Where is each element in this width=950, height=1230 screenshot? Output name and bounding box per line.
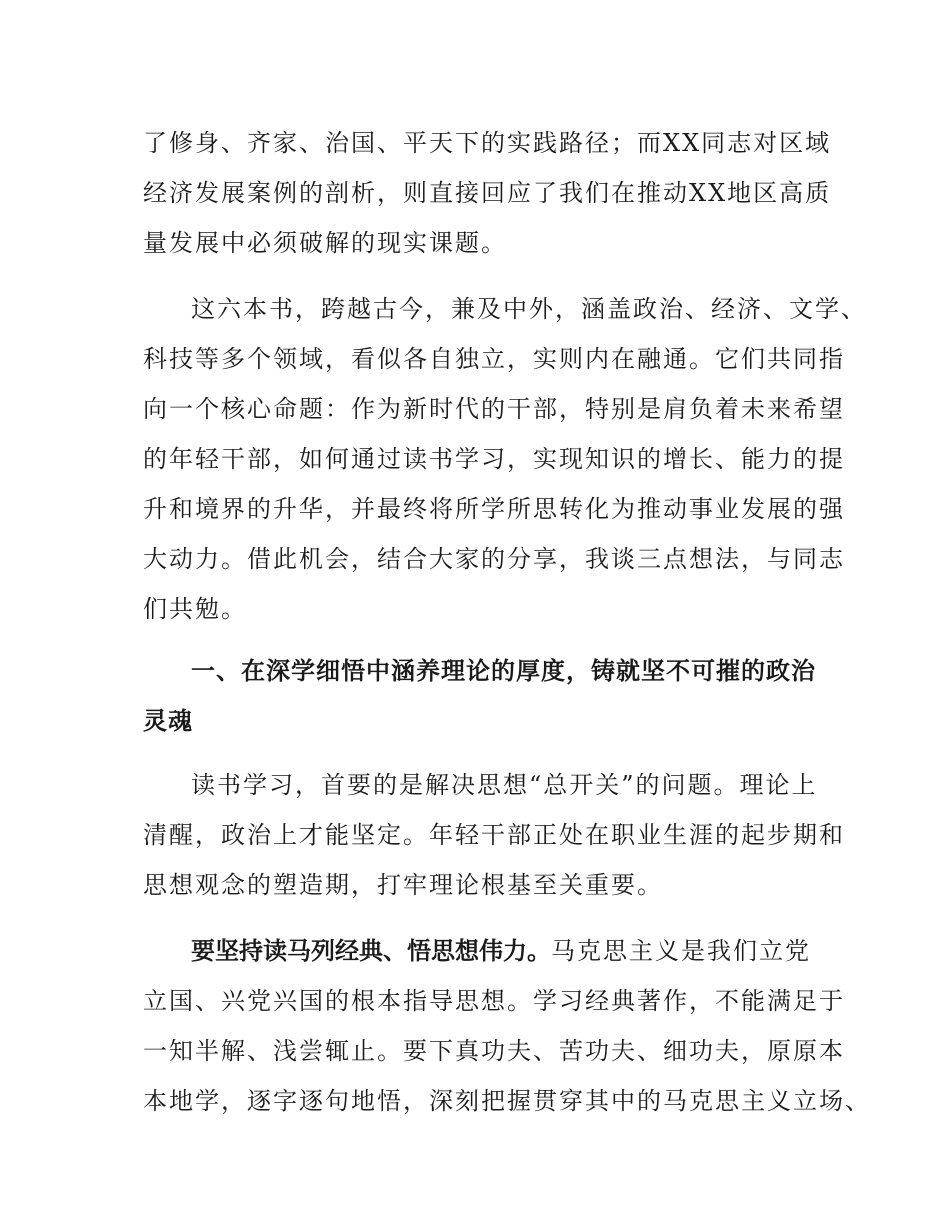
text-line: 经济发展案例的剖析，则直接回应了我们在推动XX地区高质	[143, 179, 832, 207]
paragraph-theory	[143, 760, 845, 910]
text-line	[143, 926, 833, 976]
text-line: 本地学，逐字逐句地悟，深刻把握贯穿其中的马克思主义立场、	[143, 1087, 871, 1115]
text-line: 了修身、齐家、治国、平天下的实践路径；而XX同志对区域	[143, 129, 832, 157]
paragraph-continuation	[143, 118, 833, 268]
text-line: 量发展中必须破解的现实课题。	[143, 229, 507, 257]
text-line: 科技等多个领域，看似各自独立，实则内在融通。它们共同指	[143, 345, 845, 373]
text-line: 立国、兴党兴国的根本指导思想。学习经典著作，不能满足于	[143, 987, 845, 1015]
text-line: 的年轻干部，如何通过读书学习，实现知识的增长、能力的提	[143, 445, 845, 473]
text-line: 们共勉。	[143, 595, 247, 623]
paragraph-marxist-classics	[143, 926, 871, 1126]
text-line: 思想观念的塑造期，打牢理论根基至关重要。	[143, 871, 663, 899]
text-run: 马克思主义是我们立党	[551, 937, 811, 965]
paragraph-six-books	[143, 284, 867, 634]
heading-line: 一、在深学细悟中涵养理论的厚度，铸就坚不可摧的政治	[191, 657, 816, 685]
text-line: 清醒，政治上才能坚定。年轻干部正处在职业生涯的起步期和	[143, 821, 845, 849]
text-line: 读书学习，首要的是解决思想“总开关”的问题。理论上	[191, 771, 818, 799]
text-line: 大动力。借此机会，结合大家的分享，我谈三点想法，与同志	[143, 545, 845, 573]
heading-line: 灵魂	[143, 707, 193, 735]
bold-lead-sentence: 要坚持读马列经典、悟思想伟力。	[191, 937, 551, 965]
section-heading-1	[143, 646, 833, 746]
text-line: 一知半解、浅尝辄止。要下真功夫、苦功夫、细功夫，原原本	[143, 1037, 845, 1065]
text-line: 向一个核心命题：作为新时代的干部，特别是肩负着未来希望	[143, 395, 845, 423]
text-line: 升和境界的升华，并最终将所学所思转化为推动事业发展的强	[143, 495, 845, 523]
text-line: 这六本书，跨越古今，兼及中外，涵盖政治、经济、文学、	[191, 295, 867, 323]
